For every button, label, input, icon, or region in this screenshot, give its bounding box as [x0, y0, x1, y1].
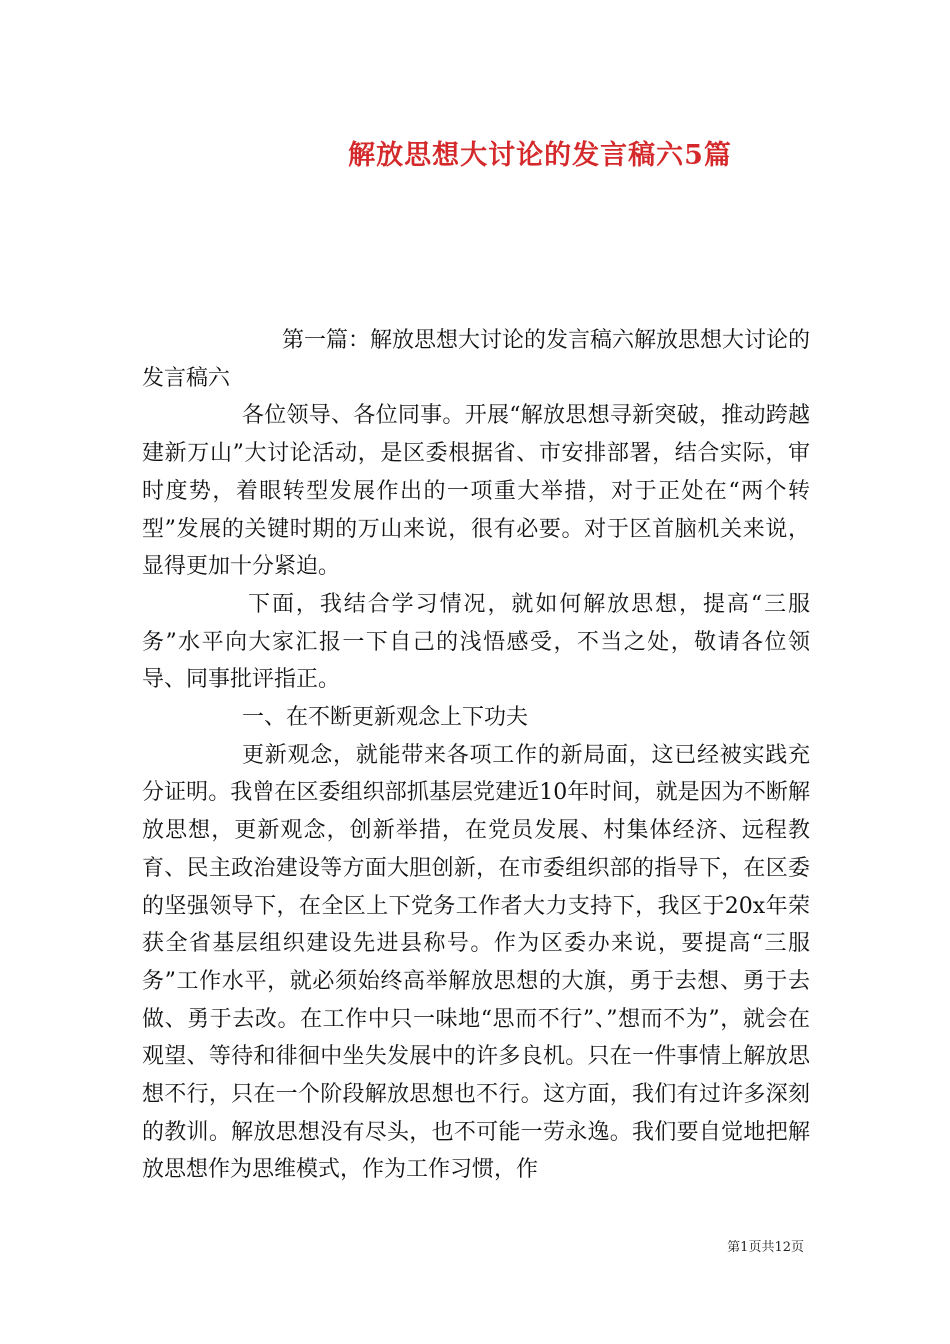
paragraph: 更新观念，就能带来各项工作的新局面，这已经被实践充分证明。我曾在区委组织部抓基层党建近10年时间，就是因为不断解放思想，更新观念，创新举措，在党员发展、村集体经济、远程教育、民主政治建设等方面大胆创新，在市委组织部的指导下，在区委的坚强领导下，在全区上下党务工作者大力支持下，我区于20x年荣获全省基层组织建设先进县称号。作为区委办来说，要提高“三服务”工作水平，就必须始终高举解放思想的大旗，勇于去想、勇于去做、勇于去改。在工作中只一味地“思而不行”、”想而不为”，就会在观望、等待和徘徊中坐失发展中的许多良机。只在一件事情上解放思想不行，只在一个阶段解放思想也不行。这方面，我们有过许多深刻的教训。解放思想没有尽头，也不可能一劳永逸。我们要自觉地把解放思想作为思维模式，作为工作习惯，作 [142, 742, 810, 1183]
paragraph: 各位领导、各位同事。开展“解放思想寻新突破，推动跨越建新万山”大讨论活动，是区委根据省、市安排部署，结合实际，审时度势，着眼转型发展作出的一项重大举措，对于正处在“两个转型”发展的关键时期的万山来说，很有必要。对于区首脑机关来说，显得更加十分紧迫。 [142, 403, 810, 580]
page-number: 第1页共12页 [727, 1240, 804, 1255]
subsection-heading: 一、在不断更新观念上下功夫 [242, 705, 529, 731]
document-title: 解放思想大讨论的发言稿六5篇 [348, 140, 732, 171]
section-heading: 第一篇：解放思想大讨论的发言稿六解放思想大讨论的发言稿六 [142, 328, 811, 391]
document-body [142, 322, 810, 1189]
paragraph: 下面，我结合学习情况，就如何解放思想，提高“三服务”水平向大家汇报一下自己的浅悟感受，不当之处，敬请各位领导、同事批评指正。 [142, 591, 810, 693]
